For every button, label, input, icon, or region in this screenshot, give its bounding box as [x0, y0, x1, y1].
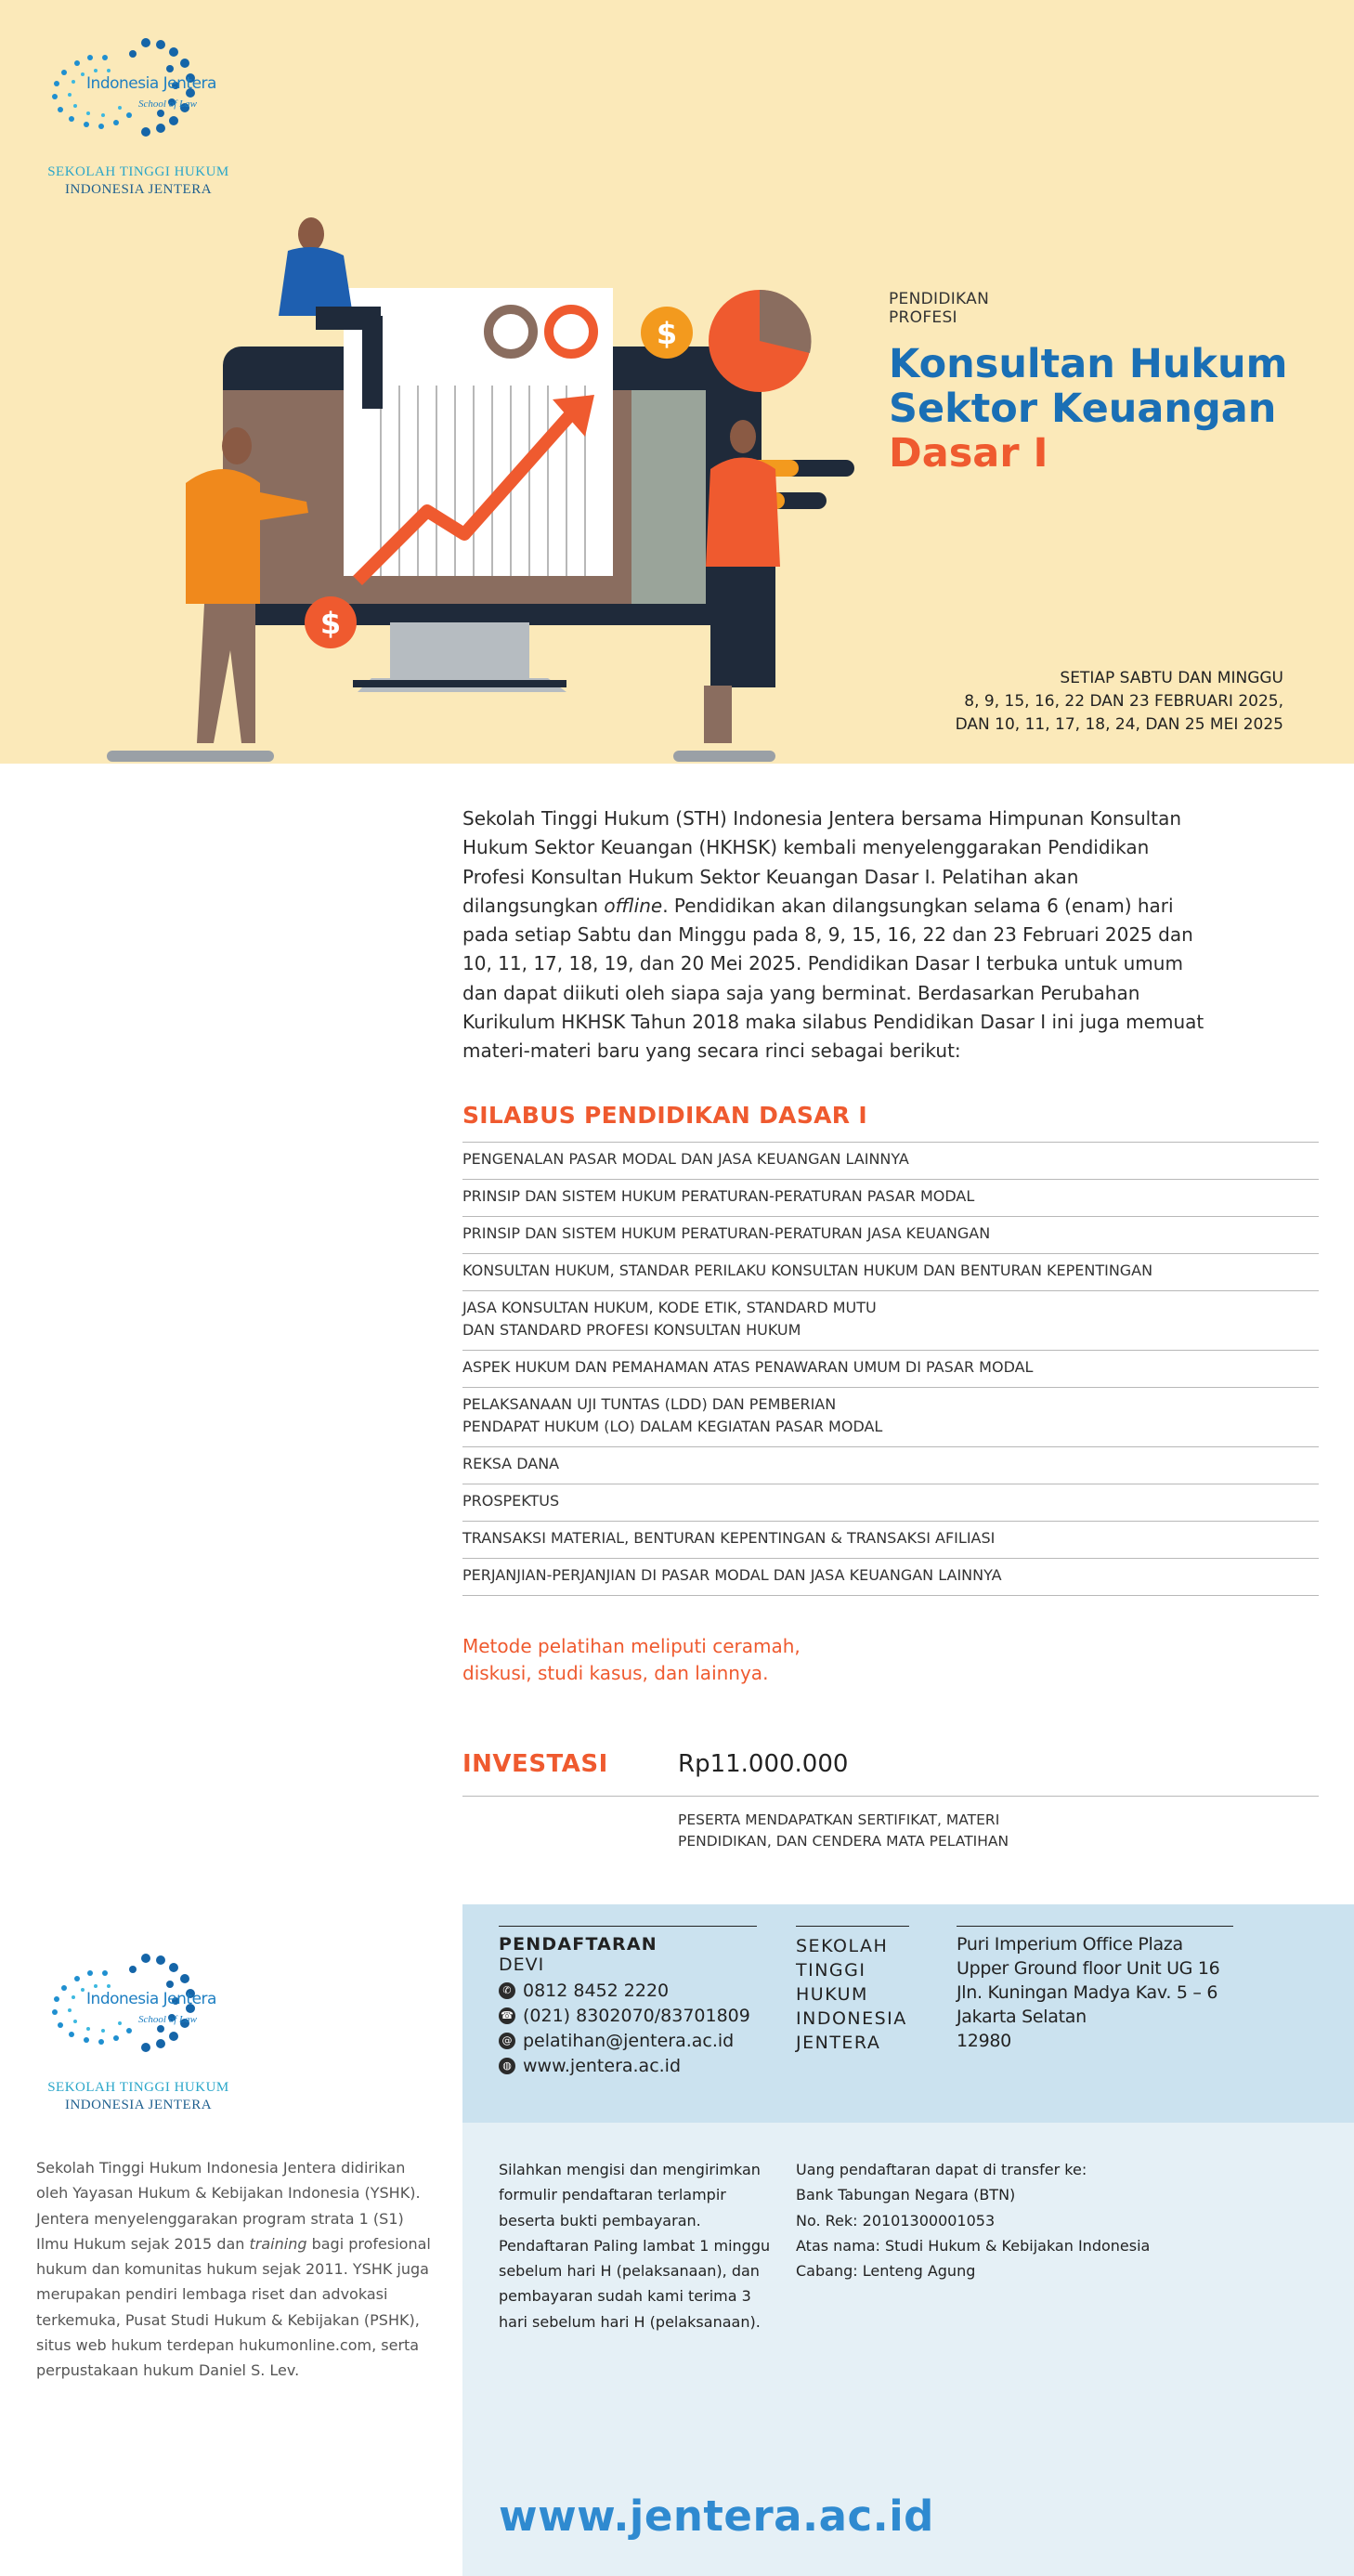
- address-line: Upper Ground floor Unit UG 16: [957, 1958, 1220, 1979]
- transfer-line: Bank Tabungan Negara (BTN): [796, 2186, 1016, 2204]
- school-name-line: HUKUM: [796, 1984, 868, 2005]
- school-line-1: SEKOLAH TINGGI HUKUM: [47, 2080, 229, 2095]
- school-name-line: INDONESIA: [796, 2008, 907, 2029]
- desc-part-1: Sekolah Tinggi Hukum Indonesia Jentera didirikan oleh Yayasan Hukum & Kebijakan Indonesia (YSHK). Jentera menyelenggarakan program strata 1 (S1) Ilmu Hukum sejak 2015 dan: [36, 2159, 421, 2253]
- svg-text:$: $: [656, 316, 678, 351]
- syllabus-item: JASA KONSULTAN HUKUM, KODE ETIK, STANDARD MUTU DAN STANDARD PROFESI KONSULTAN HUKUM: [462, 1291, 1319, 1351]
- whatsapp-icon: ✆: [499, 1982, 515, 1999]
- investment-price: Rp11.000.000: [678, 1750, 849, 1778]
- phone-landline: (021) 8302070/83701809: [523, 2005, 750, 2026]
- logo-brand: Indonesia Jentera: [86, 74, 216, 93]
- school-line-2: INDONESIA JENTERA: [64, 2098, 213, 2112]
- intro-part-1: Sekolah Tinggi Hukum (STH) Indonesia Jentera bersama Himpunan Konsultan Hukum Sektor Keuangan (HKHSK) kembali menyelenggarakan Pendidikan Profesi Konsultan Hukum Sektor Keuangan Dasar I. Pelatihan akan dilangsungkan: [462, 807, 1182, 917]
- syllabus-item: PRINSIP DAN SISTEM HUKUM PERATURAN-PERATURAN JASA KEUANGAN: [462, 1217, 1319, 1254]
- syllabus-item: PROSPEKTUS: [462, 1484, 1319, 1522]
- logo-school-name: [36, 163, 241, 199]
- kicker-line-2: PROFESI: [889, 308, 957, 327]
- syllabus-item: PELAKSANAAN UJI TUNTAS (LDD) DAN PEMBERIAN PENDAPAT HUKUM (LO) DALAM KEGIATAN PASAR MODAL: [462, 1388, 1319, 1447]
- website-link: www.jentera.ac.id: [523, 2055, 682, 2076]
- syllabus-item: KONSULTAN HUKUM, STANDAR PERILAKU KONSULTAN HUKUM DAN BENTURAN KEPENTINGAN: [462, 1254, 1319, 1291]
- registration-contact-name: DEVI: [499, 1955, 545, 1975]
- transfer-line: Cabang: Lenteng Agung: [796, 2262, 976, 2281]
- school-line-1: SEKOLAH TINGGI HUKUM: [47, 164, 229, 179]
- syllabus-item: PRINSIP DAN SISTEM HUKUM PERATURAN-PERATURAN PASAR MODAL: [462, 1180, 1319, 1217]
- intro-paragraph: [462, 804, 1205, 1066]
- syllabus-item: REKSA DANA: [462, 1447, 1319, 1484]
- address-line: Jakarta Selatan: [957, 2007, 1087, 2027]
- svg-text:$: $: [319, 606, 342, 641]
- hero-title: [889, 342, 1287, 476]
- school-name-line: JENTERA: [796, 2033, 881, 2053]
- address-block: [957, 1926, 1233, 2053]
- school-name-block: [796, 1926, 909, 2055]
- syllabus-item: PENGENALAN PASAR MODAL DAN JASA KEUANGAN LAINNYA: [462, 1143, 1319, 1180]
- kicker-line-1: PENDIDIKAN: [889, 290, 990, 308]
- desc-part-2: bagi profesional hukum dan komunitas hukum sejak 2011. YSHK juga merupakan pendiri lembaga riset dan advokasi terkemuka, Pusat Studi Hukum & Kebijakan (PSHK), situs web hukum terdepan hukumonline.com, serta perpustakaan hukum Daniel S. Lev.: [36, 2234, 431, 2380]
- investment-divider: [462, 1796, 1319, 1797]
- logo-school-name: [36, 2079, 241, 2114]
- jentera-logo: [36, 35, 241, 203]
- phone-row[interactable]: [499, 1978, 757, 2003]
- transfer-line: Uang pendaftaran dapat di transfer ke:: [796, 2161, 1087, 2178]
- transfer-instructions: [796, 2157, 1186, 2283]
- title-line-3: Dasar I: [889, 430, 1048, 477]
- logo-brand-sub: School of Law: [138, 2014, 197, 2025]
- phone-mobile: 0812 8452 2220: [523, 1980, 670, 2001]
- schedule-line-1: SETIAP SABTU DAN MINGGU: [1060, 669, 1283, 687]
- address-line: Puri Imperium Office Plaza: [957, 1934, 1183, 1955]
- hero-banner: [0, 0, 1354, 764]
- hero-kicker: [889, 290, 989, 327]
- intro-part-2: . Pendidikan akan dilangsungkan selama 6 (enam) hari pada setiap Sabtu dan Minggu pada 8, 9, 15, 16, 22 dan 23 Februari 2025 dan 10, 11, 17, 18, 19, dan 20 Mei 2025. Pendidikan Dasar I terbuka untuk umum dan dapat diikuti oleh siapa saja yang berminat. Berdasarkan Perubahan Kurikulum HKHSK Tahun 2018 maka silabus Pendidikan Dasar I ini juga memuat materi-materi baru yang secara rinci sebagai berikut:: [462, 894, 1204, 1063]
- email-address: pelatihan@jentera.ac.id: [523, 2030, 735, 2051]
- syllabus-item: PERJANJIAN-PERJANJIAN DI PASAR MODAL DAN JASA KEUANGAN LAINNYA: [462, 1559, 1319, 1596]
- phone-icon: ☎: [499, 2007, 515, 2024]
- investment-note: PESERTA MENDAPATKAN SERTIFIKAT, MATERI PENDIDIKAN, DAN CENDERA MATA PELATIHAN: [678, 1811, 1009, 1850]
- school-name-line: TINGGI: [796, 1960, 866, 1981]
- investment-label: INVESTASI: [462, 1750, 608, 1778]
- email-row[interactable]: [499, 2028, 757, 2053]
- footer-jentera-logo: [36, 1951, 241, 2118]
- desc-italic: training: [249, 2234, 307, 2253]
- schedule-line-3: DAN 10, 11, 17, 18, 24, DAN 25 MEI 2025: [955, 715, 1283, 734]
- website-banner-link[interactable]: www.jentera.ac.id: [499, 2491, 934, 2541]
- globe-icon: ◍: [499, 2058, 515, 2074]
- website-row[interactable]: [499, 2053, 757, 2078]
- title-line-1: Konsultan Hukum: [889, 341, 1288, 387]
- title-line-2: Sektor Keuangan: [889, 386, 1277, 432]
- hero-schedule: [956, 667, 1283, 737]
- landline-row[interactable]: [499, 2003, 757, 2028]
- syllabus-list: [462, 1142, 1319, 1596]
- address-line: 12980: [957, 2031, 1011, 2051]
- syllabus-item: ASPEK HUKUM DAN PEMAHAMAN ATAS PENAWARAN UMUM DI PASAR MODAL: [462, 1351, 1319, 1388]
- email-icon: @: [499, 2033, 515, 2049]
- schedule-line-2: 8, 9, 15, 16, 22 DAN 23 FEBRUARI 2025,: [964, 692, 1283, 711]
- syllabus-item: TRANSAKSI MATERIAL, BENTURAN KEPENTINGAN & TRANSAKSI AFILIASI: [462, 1522, 1319, 1559]
- logo-brand-sub: School of Law: [138, 98, 197, 110]
- method-text: Metode pelatihan meliputi ceramah, diskusi, studi kasus, dan lainnya.: [462, 1635, 801, 1684]
- school-name-line: SEKOLAH: [796, 1936, 889, 1956]
- logo-brand: Indonesia Jentera: [86, 1990, 216, 2008]
- address-line: Jln. Kuningan Madya Kav. 5 – 6: [957, 1982, 1218, 2003]
- school-line-2: INDONESIA JENTERA: [64, 182, 213, 197]
- registration-instructions: Silahkan mengisi dan mengirimkan formulir pendaftaran terlampir beserta bukti pembayaran. Pendaftaran Paling lambat 1 minggu sebelum hari H (pelaksanaan), dan pembayaran sudah kami terima 3 hari sebelum hari H (pelaksanaan).: [499, 2161, 771, 2331]
- registration-title: PENDAFTARAN: [499, 1934, 657, 1955]
- transfer-line: No. Rek: 20101300001053: [796, 2211, 996, 2229]
- business-illustration: [93, 214, 864, 764]
- registration-contact: [499, 1926, 757, 2078]
- intro-italic: offline: [604, 894, 663, 917]
- syllabus-title: SILABUS PENDIDIKAN DASAR I: [462, 1102, 867, 1129]
- transfer-line: Atas nama: Studi Hukum & Kebijakan Indonesia: [796, 2236, 1151, 2255]
- footer-description: [36, 2155, 436, 2384]
